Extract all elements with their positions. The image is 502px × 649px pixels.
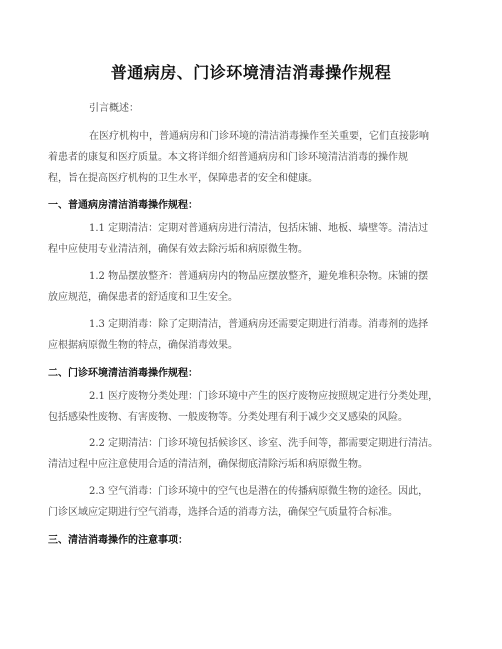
text-line: 程中应使用专业清洁剂，确保有效去除污垢和病原微生物。 (48, 244, 308, 255)
document-title: 普通病房、门诊环境清洁消毒操作规程 (110, 63, 392, 82)
text-line: 着患者的康复和医疗质量。本文将详细介绍普通病房和门诊环境清洁消毒的操作规 (48, 152, 408, 163)
text-line: 包括感染性废物、有害废物、一般废物等。分类处理有利于减少交叉感染的风险。 (48, 412, 408, 423)
section-1-item-2 (48, 266, 456, 308)
section-2-item-3 (48, 481, 456, 523)
text-line: 1.1 定期清洁：定期对普通病房进行清洁，包括床铺、地板、墙壁等。清洁过 (89, 223, 429, 234)
text-line: 2.3 空气消毒：门诊环境中的空气也是潜在的传播病原微生物的途径。因此， (89, 486, 429, 497)
text-line: 2.1 医疗废物分类处理：门诊环境中产生的医疗废物应按照规定进行分类处理， (89, 391, 439, 402)
intro-label: 引言概述： (89, 103, 139, 114)
text-line: 1.2 物品摆放整齐：普通病房内的物品应摆放整齐，避免堆积杂物。床铺的摆 (89, 271, 429, 282)
text-line: 放应规范，确保患者的舒适度和卫生安全。 (48, 292, 238, 303)
section-1-item-3 (48, 314, 456, 356)
section-heading-2: 二、门诊环境清洁消毒操作规程： (48, 368, 198, 379)
section-2-item-2 (48, 433, 456, 475)
text-line: 2.2 定期清洁：门诊环境包括候诊区、诊室、洗手间等，都需要定期进行清洁。 (89, 438, 439, 449)
text-line: 1.3 定期消毒：除了定期清洁，普通病房还需要定期进行消毒。消毒剂的选择 (89, 319, 429, 330)
text-line: 清洁过程中应注意使用合适的清洁剂，确保彻底清除污垢和病原微生物。 (48, 459, 368, 470)
section-1-item-1 (48, 218, 456, 260)
section-heading-1: 一、普通病房清洁消毒操作规程： (48, 200, 198, 211)
text-line: 门诊区域应定期进行空气消毒，选择合适的消毒方法，确保空气质量符合标准。 (48, 507, 398, 518)
intro-paragraph (48, 126, 456, 189)
text-line: 在医疗机构中，普通病房和门诊环境的清洁消毒操作至关重要，它们直接影响 (89, 131, 429, 142)
text-line: 程，旨在提高医疗机构的卫生水平，保障患者的安全和健康。 (48, 173, 318, 184)
section-2-item-1 (48, 386, 456, 428)
section-heading-3: 三、清洁消毒操作的注意事项： (48, 535, 188, 546)
text-line: 应根据病原微生物的特点，确保消毒效果。 (48, 340, 238, 351)
